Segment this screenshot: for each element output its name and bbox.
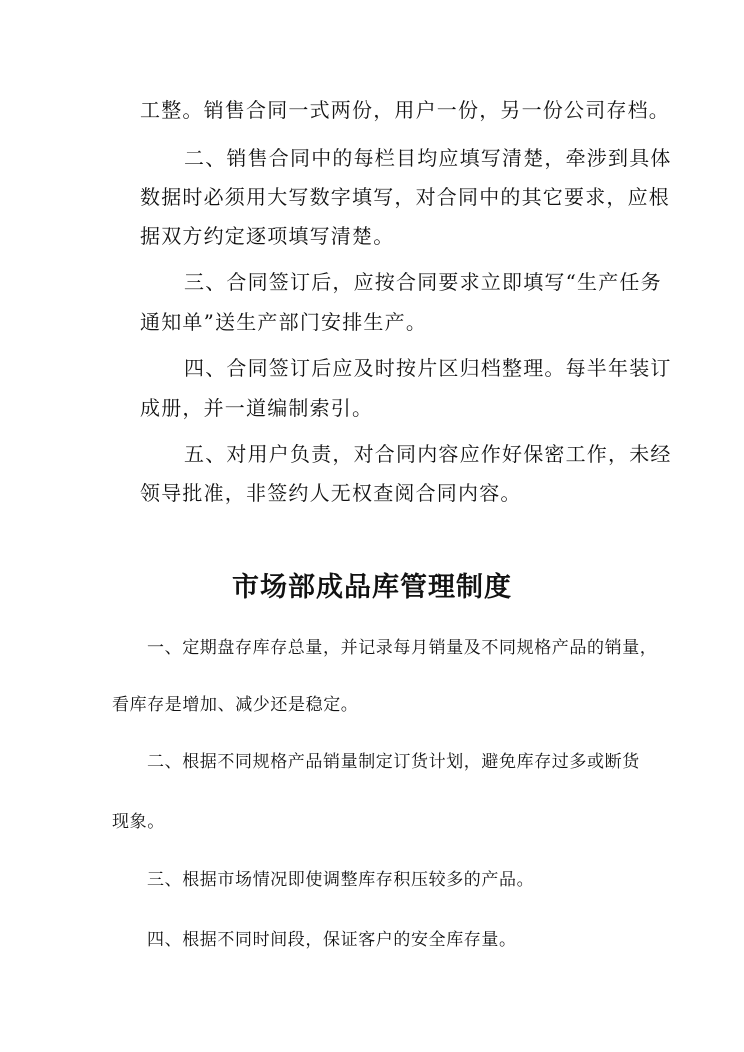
paragraph-line: 领导批准，非签约人无权查阅合同内容。 [140,481,522,505]
paragraph-line: 现象。 [112,812,165,832]
paragraph-line: 数据时必须用大写数字填写，对合同中的其它要求，应根 [140,185,670,209]
paragraph-line: 通知单”送生产部门安排生产。 [140,310,428,334]
paragraph-line: 工整。销售合同一式两份，用户一份，另一份公司存档。 [140,98,670,122]
paragraph-line: 看库存是增加、减少还是稳定。 [112,695,359,715]
paragraph-line: 据双方约定逐项填写清楚。 [140,224,395,248]
paragraph-line: 二、根据不同规格产品销量制定订货计划，避免库存过多或断货 [147,752,640,772]
paragraph-line: 四、合同签订后应及时按片区归档整理。每半年装订 [184,356,672,380]
paragraph-line: 一、定期盘存库存总量，并记录每月销量及不同规格产品的销量， [147,638,658,658]
paragraph-line: 五、对用户负责，对合同内容应作好保密工作，未经 [184,442,672,466]
section-title: 市场部成品库管理制度 [232,572,512,603]
paragraph-line: 四、根据不同时间段，保证客户的安全库存量。 [147,930,517,950]
paragraph-line: 成册，并一道编制索引。 [140,396,374,420]
paragraph-line: 三、合同签订后，应按合同要求立即填写“生产任务 [184,270,662,294]
paragraph-line: 三、根据市场情况即使调整库存积压较多的产品。 [147,870,535,890]
paragraph-line: 二、销售合同中的每栏目均应填写清楚，牵涉到具体 [184,146,672,170]
